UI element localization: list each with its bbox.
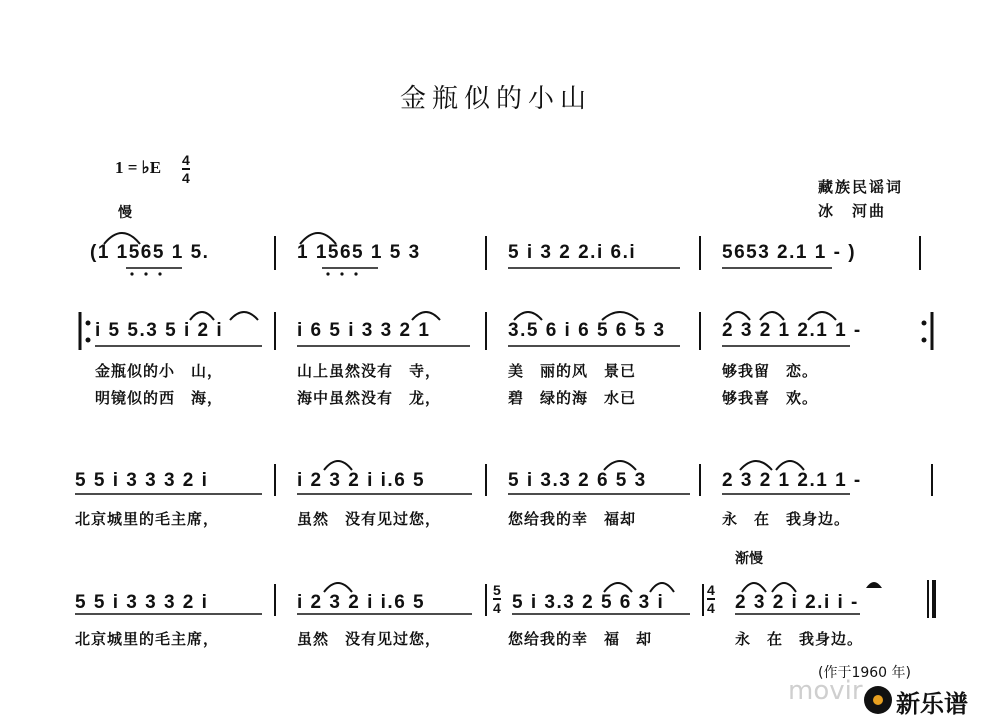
- octave-dot: [158, 272, 161, 275]
- row2-lyric1-m2: 山上虽然没有 寺，: [297, 362, 442, 380]
- repeat-dot: [86, 321, 91, 326]
- row1-measure-3: 5 i 3 2 2.i 6.i: [508, 242, 637, 263]
- lyricist-credit: 藏族民谣词: [818, 178, 904, 196]
- octave-dot: [340, 272, 343, 275]
- slur: [104, 233, 140, 244]
- fermata: [866, 582, 882, 588]
- row2-lyric1-m1: 金瓶似的小 山，: [95, 362, 224, 380]
- row1-measure-4: 5653 2.1 1 - ): [722, 242, 857, 263]
- row4-measure-1: 5 5 i 3 3 3 2 i: [75, 592, 209, 613]
- row3-lyric-m2: 虽然 没有见过您，: [297, 510, 442, 528]
- slur: [412, 312, 440, 320]
- row2-measure-2: i 6 5 i 3 3 2 1: [297, 320, 431, 341]
- row2-lyric2-m1: 明镜似的西 海，: [95, 389, 224, 407]
- row4-measure-3: 5 i 3.3 2 5 6 3 i: [512, 592, 665, 613]
- slur: [772, 583, 796, 592]
- row3-lyric-m4: 永 在 我身边。: [722, 510, 851, 528]
- slur: [760, 312, 784, 320]
- slur: [300, 233, 336, 244]
- row2-measure-1: i 5 5.3 5 i 2 i: [95, 320, 224, 341]
- page-title: 金瓶似的小山: [399, 84, 592, 114]
- row2-lyric1-m4: 够我留 恋。: [722, 362, 819, 380]
- meter-a-bottom: 4: [493, 600, 501, 616]
- meter-a-top: 5: [493, 582, 501, 598]
- row4-lyric-m4: 永 在 我身边。: [735, 630, 864, 648]
- row4-lyric-m2: 虽然 没有见过您，: [297, 630, 442, 648]
- slur: [650, 583, 674, 592]
- row2-lyric2-m4: 够我喜 欢。: [722, 389, 819, 407]
- row1-measure-1: (1 1565 1 5.: [90, 242, 210, 263]
- slur: [776, 461, 804, 470]
- octave-dot: [144, 272, 147, 275]
- composer-credit: 冰 河曲: [818, 202, 887, 220]
- row1-measure-2: 1 1565 1 5 3: [297, 242, 421, 263]
- row4-measure-4: 2 3 2 i 2.i i -: [735, 592, 859, 613]
- row3-measure-1: 5 5 i 3 3 3 2 i: [75, 470, 209, 491]
- row2-lyric1-m3: 美 丽的风 景已: [508, 362, 637, 380]
- repeat-dot: [922, 338, 927, 343]
- slur: [742, 583, 766, 592]
- octave-dot: [326, 272, 329, 275]
- tempo-marking: 慢: [118, 205, 132, 221]
- row3-lyric-m1: 北京城里的毛主席，: [75, 510, 220, 528]
- key-signature: 1 = ♭E: [115, 158, 162, 177]
- watermark-text: movir: [788, 676, 863, 706]
- row3-measure-3: 5 i 3.3 2 6 5 3: [508, 470, 647, 491]
- repeat-dot: [922, 321, 927, 326]
- slur: [604, 583, 632, 592]
- slur: [230, 312, 258, 320]
- slur: [604, 461, 636, 470]
- tempo-change-marking: 渐慢: [735, 551, 763, 567]
- row2-measure-4: 2 3 2 1 2.1 1 -: [722, 320, 862, 341]
- slur: [602, 312, 638, 320]
- slur: [324, 461, 352, 470]
- row3-measure-2: i 2 3 2 i i.6 5: [297, 470, 426, 491]
- row2-lyric2-m3: 碧 绿的海 水已: [508, 389, 637, 407]
- brand-logo-text: 新乐谱: [896, 690, 968, 718]
- meter-top: 4: [182, 152, 190, 168]
- row4-lyric-m1: 北京城里的毛主席，: [75, 630, 220, 648]
- repeat-dot: [86, 338, 91, 343]
- slur: [740, 461, 772, 470]
- meter-bottom: 4: [182, 170, 190, 186]
- row3-measure-4: 2 3 2 1 2.1 1 -: [722, 470, 862, 491]
- slur: [726, 312, 750, 320]
- row3-lyric-m3: 您给我的幸 福却: [508, 510, 637, 528]
- composition-date: (作于1960 年): [818, 665, 912, 681]
- slur: [324, 583, 352, 592]
- meter-b-top: 4: [707, 582, 715, 598]
- row2-lyric2-m2: 海中虽然没有 龙，: [297, 389, 442, 407]
- slur: [190, 312, 214, 320]
- octave-dot: [354, 272, 357, 275]
- octave-dot: [130, 272, 133, 275]
- meter-b-bottom: 4: [707, 600, 715, 616]
- slur: [514, 312, 542, 320]
- slur: [808, 312, 836, 320]
- row4-measure-2: i 2 3 2 i i.6 5: [297, 592, 426, 613]
- row2-measure-3: 3.5 6 i 6 5 6 5 3: [508, 320, 666, 341]
- row4-lyric-m3: 您给我的幸 福 却: [508, 630, 653, 648]
